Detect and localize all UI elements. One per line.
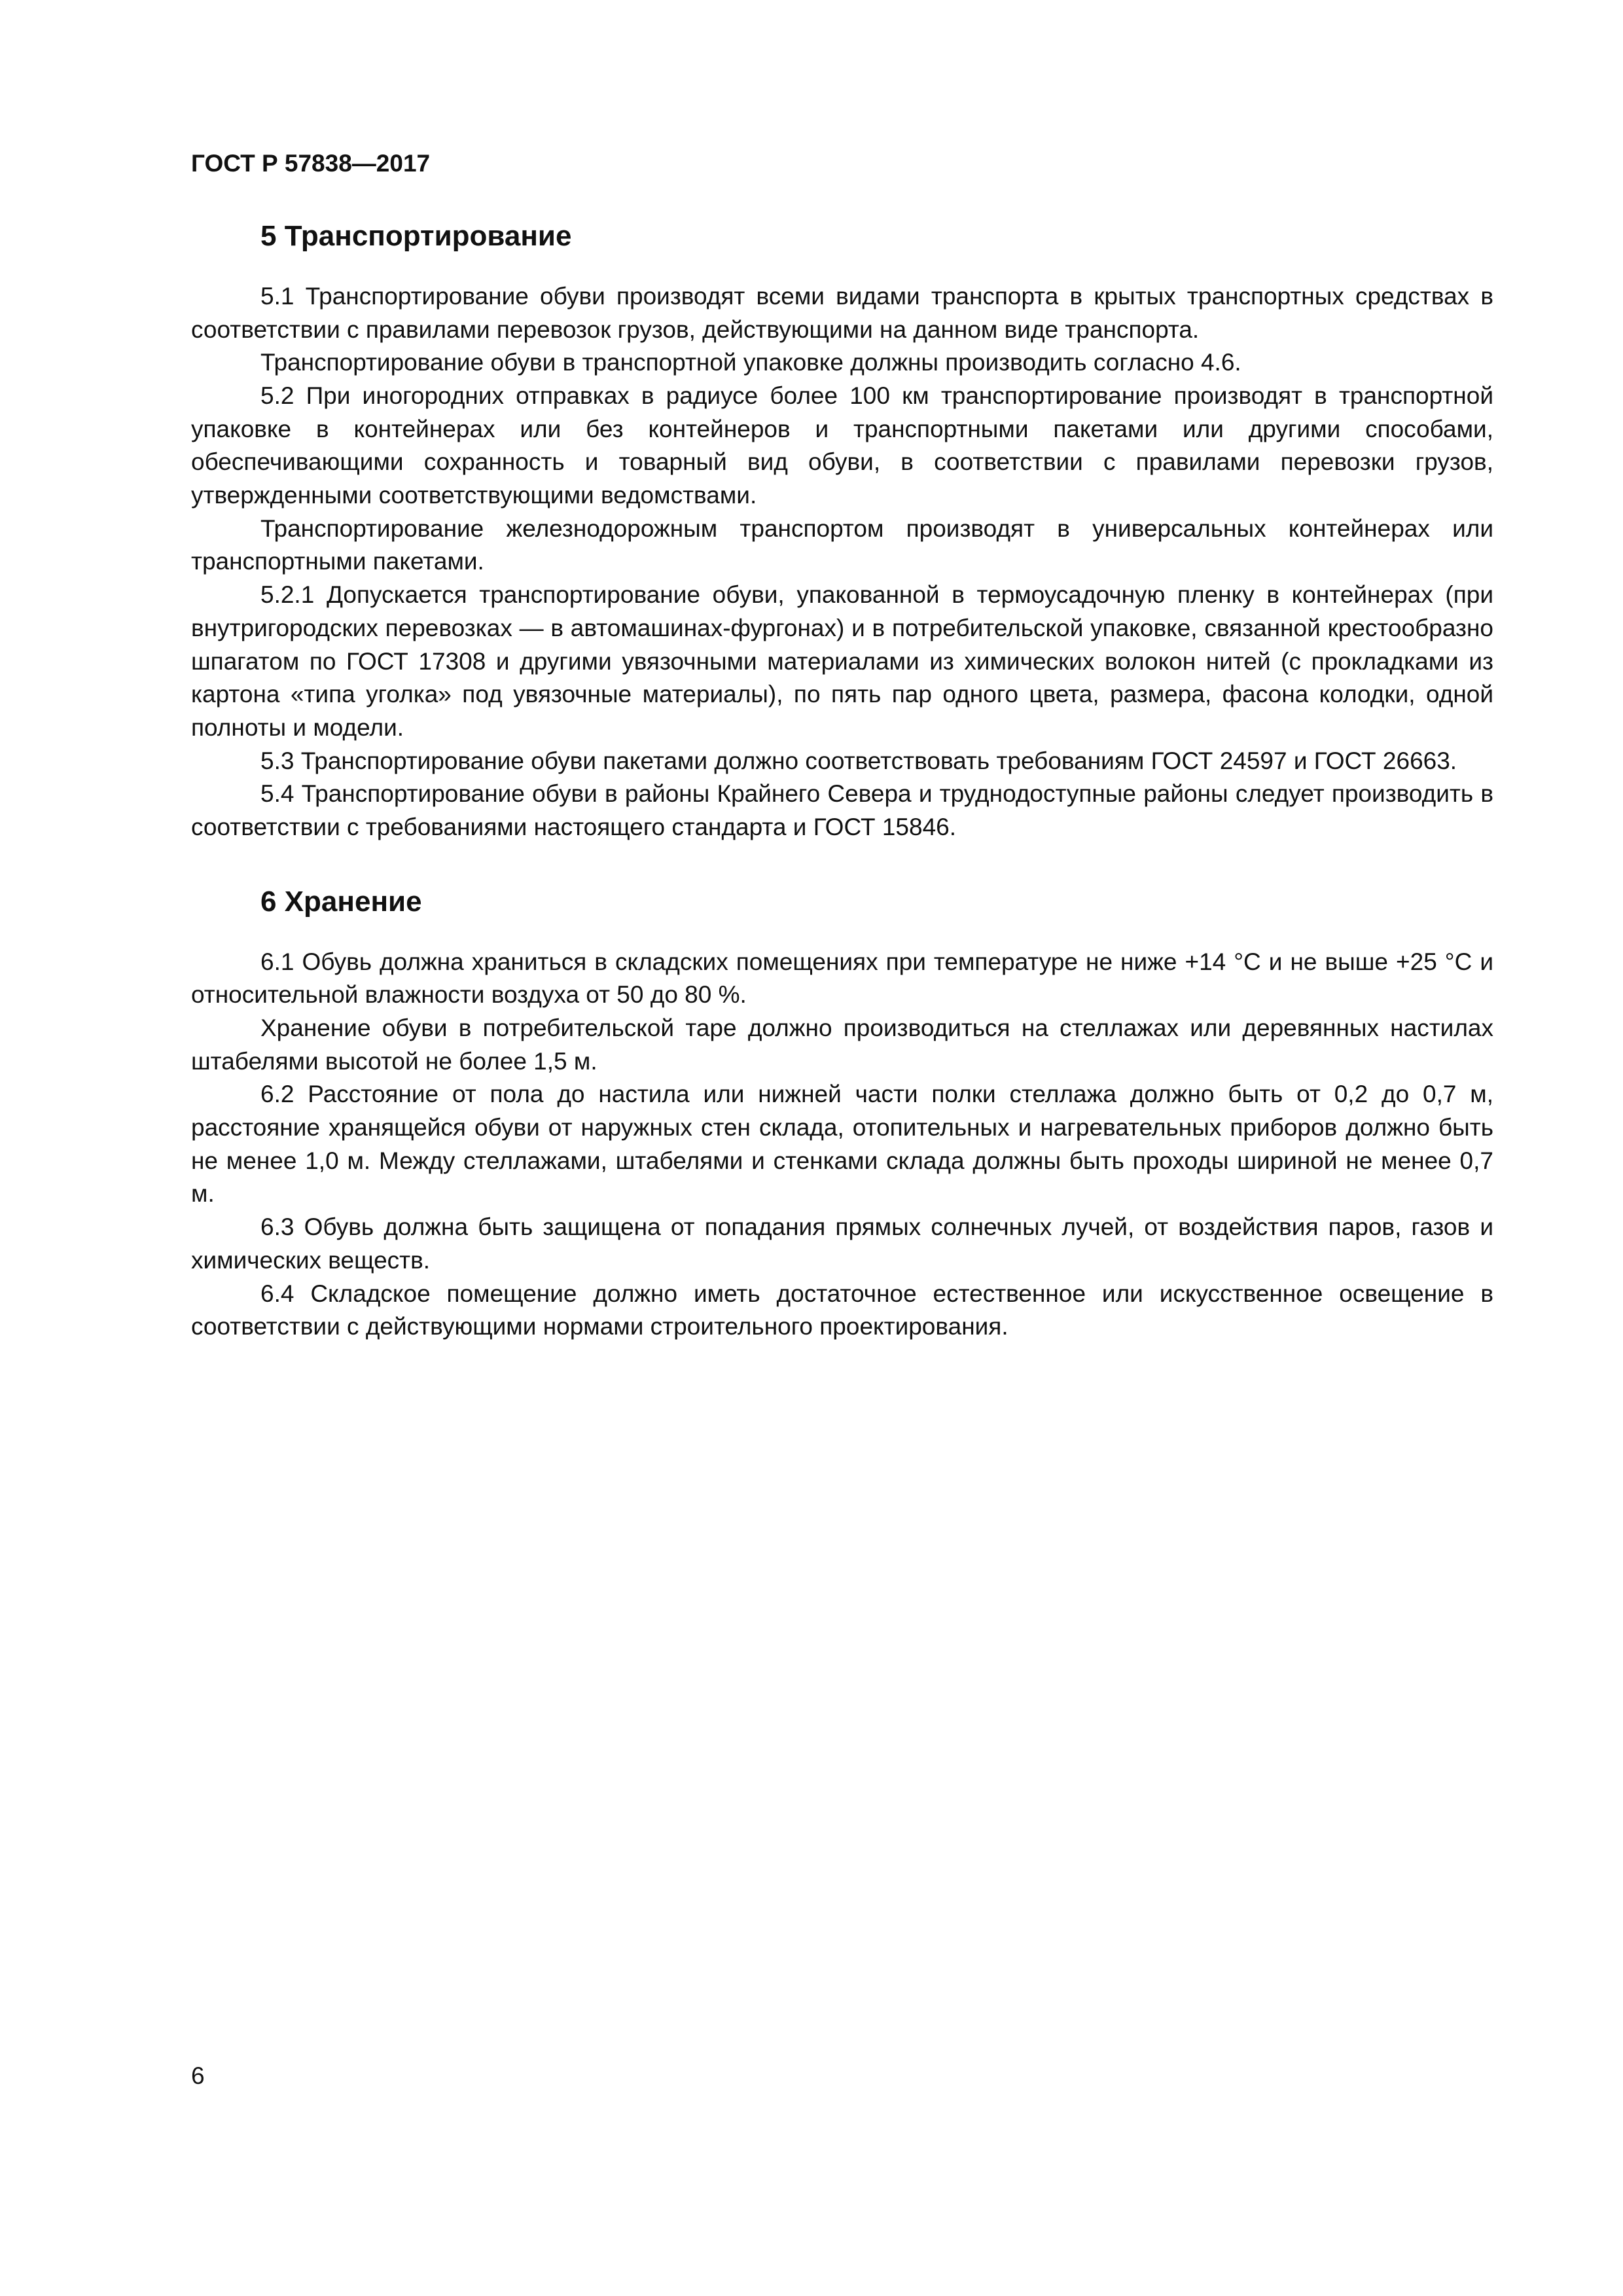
- paragraph: Транспортирование железнодорожным транспортом производят в универсальных контейнерах или транспортными пакетами.: [191, 514, 1493, 575]
- document-body: [191, 219, 1493, 1384]
- paragraph-6-4: 6.4 Складское помещение должно иметь достаточное естественное или искусственное освещение в соответствии с действующими нормами строительного проектирования.: [191, 1280, 1493, 1340]
- paragraph-6-3: 6.3 Обувь должна быть защищена от попадания прямых солнечных лучей, от воздействия паров, газов и химических веществ.: [191, 1213, 1493, 1274]
- paragraph-6-2: 6.2 Расстояние от пола до настила или нижней части полки стеллажа должно быть от 0,2 до 0,7 м, расстояние хранящейся обуви от наружных стен склада, отопительных и нагревательных приборов должно быть не менее 1,0 м. Между стеллажами, штабелями и стенками склада должны быть проходы шириной не менее 0,7 м.: [191, 1081, 1493, 1208]
- paragraph-5-4: 5.4 Транспортирование обуви в районы Крайнего Севера и труднодоступные районы следует производить в соответствии с требованиями настоящего стандарта и ГОСТ 15846.: [191, 780, 1493, 841]
- page-number: 6: [191, 2062, 205, 2089]
- paragraph: Хранение обуви в потребительской таре должно производиться на стеллажах или деревянных настилах штабелями высотой не более 1,5 м.: [191, 1014, 1493, 1075]
- paragraph-5-1: 5.1 Транспортирование обуви производят всеми видами транспорта в крытых транспортных средствах в соответствии с правилами перевозок грузов, действующими на данном виде транспорта.: [191, 282, 1493, 343]
- section-heading: 5 Транспортирование: [260, 220, 572, 252]
- paragraph-5-2-1: 5.2.1 Допускается транспортирование обуви, упакованной в термоусадочную пленку в контейнерах (при внутригородских перевозках — в автомашинах-фургонах) и в потребительской упаковке, связанной крестообразно шпагатом по ГОСТ 17308 и другими увязочными материалами из химических волокон нитей (с прокладками из картона «типа уголка» под увязочные материалы), по пять пар одного цвета, размера, фасона колодки, одной полноты и модели.: [191, 581, 1493, 741]
- paragraph-6-1: 6.1 Обувь должна храниться в складских помещениях при температуре не ниже +14 °С и не выше +25 °С и относительной влажности воздуха от 50 до 80 %.: [191, 948, 1493, 1009]
- section-storage: [191, 885, 1493, 1344]
- document-header: ГОСТ Р 57838—2017: [191, 150, 431, 177]
- paragraph: Транспортирование обуви в транспортной упаковке должны производить согласно 4.6.: [260, 349, 1241, 376]
- section-heading: 6 Хранение: [260, 885, 422, 918]
- paragraph-5-3: 5.3 Транспортирование обуви пакетами должно соответствовать требованиям ГОСТ 24597 и ГОСТ 26663.: [260, 747, 1457, 774]
- section-transport: [191, 219, 1493, 844]
- paragraph-5-2: 5.2 При иногородних отправках в радиусе более 100 км транспортирование производят в транспортной упаковке в контейнерах или без контейнеров и транспортными пакетами или другими способами, обеспечивающими сохранность и товарный вид обуви, в соответствии с правилами перевозки грузов, утвержденными соответствующими ведомствами.: [191, 382, 1493, 509]
